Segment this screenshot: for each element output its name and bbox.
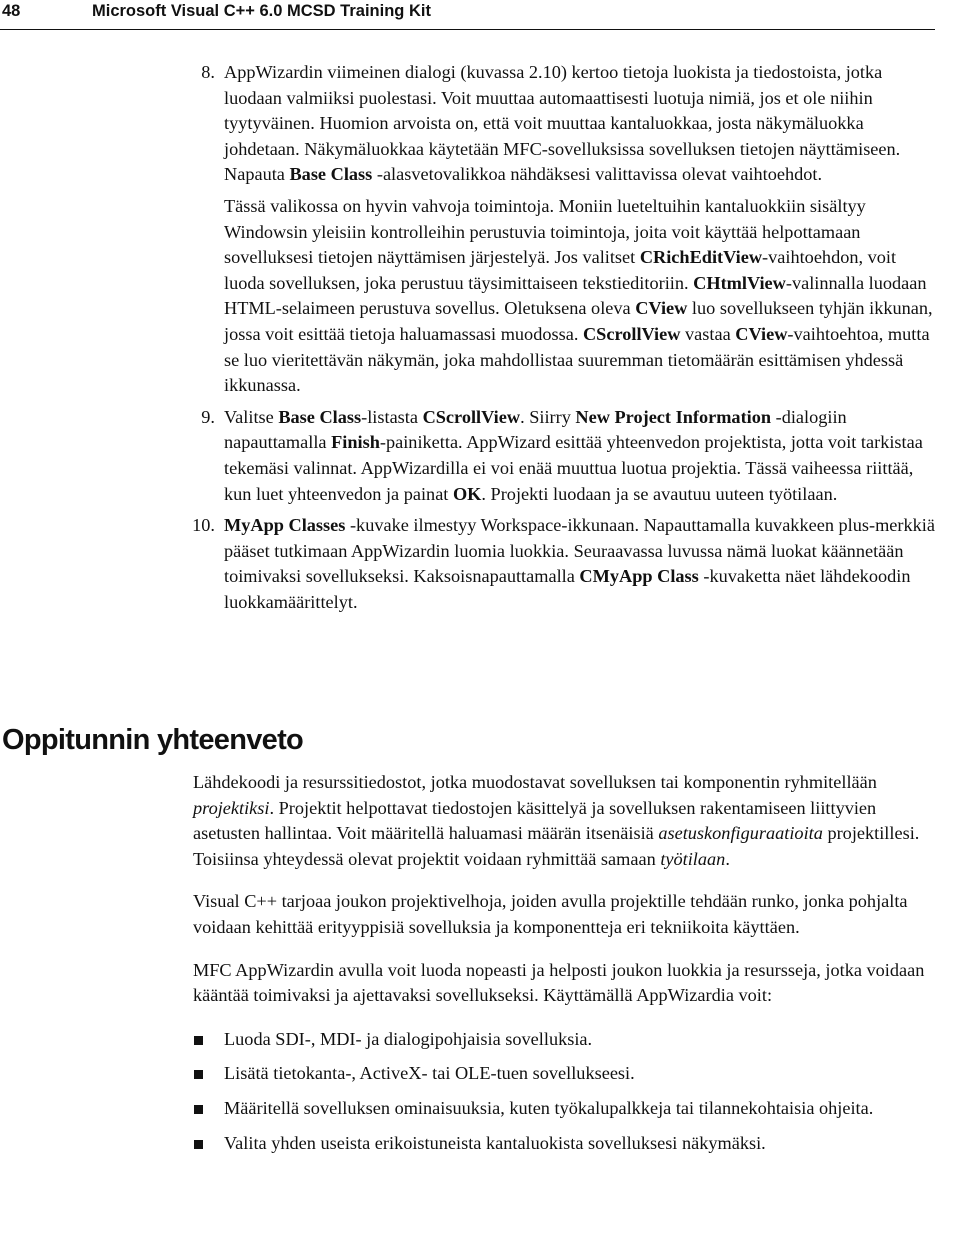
text-run: -valinnalla luodaan HTML-selaimeen perustuva sovellus. Oletuksena oleva: [224, 272, 927, 319]
summary-section: [193, 770, 945, 1165]
bold-term: OK: [452, 483, 482, 504]
italic-term: projektiksi: [193, 797, 270, 818]
text-run: -kuvaketta näet lähdekoodin luokkamäärittelyt.: [224, 566, 911, 612]
list-item-text: Lisätä tietokanta-, ActiveX- tai OLE-tuen sovellukseesi.: [224, 1063, 635, 1084]
step-paragraph: [224, 60, 940, 188]
book-title: Microsoft Visual C++ 6.0 MCSD Training Kit: [92, 2, 431, 20]
list-item: [193, 1096, 945, 1122]
bold-term: CView: [735, 323, 788, 344]
step-paragraph: [224, 513, 940, 615]
text-run: projektillesi. Toisiinsa yhteydessä olevat projektit voidaan ryhmittää samaan: [193, 823, 920, 869]
text-run: -vaihtoehdon, voit luoda sovelluksen, joka perustuu täysimittaiseen tekstieditoriin.: [224, 247, 897, 293]
text-run: -alasvetovalikkoa nähdäksesi valittavissa olevat vaihtoehdot.: [372, 164, 823, 185]
text-run: -kuvake ilmestyy Workspace-ikkunaan. Napauttamalla kuvakkeen plus-merkkiä pääset tutkimaan AppWizardin luomia luokkia. Seuraavassa luvussa nämä luokat käännetään toimivaksi sovellukseksi. Kaksoisnapauttamalla: [224, 515, 935, 587]
list-item: [193, 1131, 945, 1157]
page-number: 48: [2, 2, 21, 20]
bullet-square-icon: [194, 1105, 203, 1114]
italic-term: työtilaan: [660, 848, 726, 869]
step-paragraph: [224, 405, 940, 507]
text-run: Valitse: [224, 406, 279, 427]
list-item: [193, 1027, 945, 1053]
text-run: . Projektit helpottavat tiedostojen käsittelyä ja sovelluksen rakentamiseen liittyvien asetusten hallintaa. Voit määritellä haluamasi määrän itsenäisiä: [193, 797, 877, 844]
bold-term: CView: [635, 298, 688, 319]
text-run: Tässä valikossa on hyvin vahvoja toimintoja. Moniin lueteltuihin kantaluokkiin sisältyy Windowsin yleisiin kontrolleihin perustuvia toimintoja, joita voit käyttää helpottamaan sovelluksesi tietojen näyttämisen järjestelyä. Jos valitset: [224, 195, 866, 268]
text-run: -vaihtoehtoa, mutta se luo vieritettävän näkymän, joka mahdollistaa suuremman tietomäärän esittämisen yhdessä ikkunassa.: [224, 323, 930, 396]
bold-term: CScrollView: [582, 323, 681, 344]
text-run: . Projekti luodaan ja se avautuu uuteen työtilaan.: [481, 483, 838, 504]
bold-term: Finish: [331, 432, 380, 453]
bold-term: CHtmlView: [693, 272, 786, 293]
list-item-text: Luoda SDI-, MDI- ja dialogipohjaisia sovelluksia.: [224, 1028, 593, 1049]
step-8: [180, 60, 940, 399]
bold-term: CRichEditView: [639, 247, 763, 268]
bullet-square-icon: [194, 1070, 203, 1079]
bold-term: New Project Information: [575, 406, 772, 427]
italic-term: asetuskonfiguraatioita: [658, 823, 823, 844]
step-10: [180, 513, 940, 615]
text-run: .: [725, 848, 730, 869]
text-run: luo sovellukseen tyhjän ikkunan, jossa voit esittää tietoja haluamassasi muodossa.: [224, 298, 933, 344]
text-run: Visual C++ tarjoaa joukon projektivelhoja, joiden avulla projektille tehdään runko, jonka pohjalta voidaan kehittää erityyppisiä sovelluksia ja komponentteja eri tekniikoita käyttäen.: [193, 891, 908, 937]
list-item: [193, 1061, 945, 1087]
bold-term: Base Class: [289, 164, 373, 185]
bold-term: MyApp Classes: [224, 515, 346, 536]
procedure-steps: [180, 60, 940, 615]
bullet-square-icon: [194, 1140, 203, 1149]
feature-list: [193, 1027, 945, 1156]
step-9: [180, 405, 940, 507]
bold-term: CMyApp Class: [579, 566, 699, 587]
text-run: MFC AppWizardin avulla voit luoda nopeasti ja helposti joukon luokkia ja resursseja, jotka voidaan kääntää toimivaksi ja ajettavaksi sovellukseksi. Käyttämällä AppWizardia voit:: [193, 959, 925, 1006]
bold-term: CScrollView: [422, 406, 521, 427]
text-run: . Siirry: [520, 406, 576, 427]
text-run: vastaa: [680, 323, 736, 344]
summary-paragraph: [193, 958, 945, 1009]
bullet-square-icon: [194, 1036, 203, 1045]
summary-paragraph: [193, 770, 945, 872]
bold-term: Base Class: [278, 406, 362, 427]
list-item-text: Määritellä sovelluksen ominaisuuksia, kuten työkalupalkkeja tai tilannekohtaisia ohjeita.: [224, 1097, 874, 1118]
running-header: [0, 0, 935, 30]
text-run: -listasta: [361, 406, 423, 427]
list-item-text: Valita yhden useista erikoistuneista kantaluokista sovelluksesi näkymäksi.: [224, 1132, 766, 1153]
text-run: -painiketta. AppWizard esittää yhteenvedon projektista, jotta voit tarkistaa tekemäsi valinnat. AppWizardilla ei voi enää muuttua luotua projektia. Tässä vaiheessa riittää, kun luet yhteenvedon ja painat: [224, 432, 923, 504]
step-paragraph: [224, 194, 940, 399]
step-number: 10.: [192, 515, 215, 536]
text-run: AppWizardin viimeinen dialogi (kuvassa 2.10) kertoo tietoja luokista ja tiedostoista, jotka luodaan valmiiksi puolestasi. Voit muuttaa automaattisesti luotuja nimiä, jos et ole niihin tyytyväinen. Huomion arvoista on, että voit muuttaa kantaluokkaa, josta näkymäluokka johdetaan. Näkymäluokkaa käytetään MFC-sovelluksissa sovelluksen tietojen näyttämiseen. Napauta: [224, 62, 901, 185]
summary-paragraph: [193, 889, 945, 940]
text-run: Lähdekoodi ja resurssitiedostot, jotka muodostavat sovelluksen tai komponentin ryhmitellään: [193, 772, 877, 792]
text-run: -dialogiin napauttamalla: [224, 406, 847, 453]
section-heading: Oppitunnin yhteenveto: [2, 724, 304, 756]
step-number: 9.: [201, 406, 215, 427]
step-number: 8.: [201, 62, 215, 82]
